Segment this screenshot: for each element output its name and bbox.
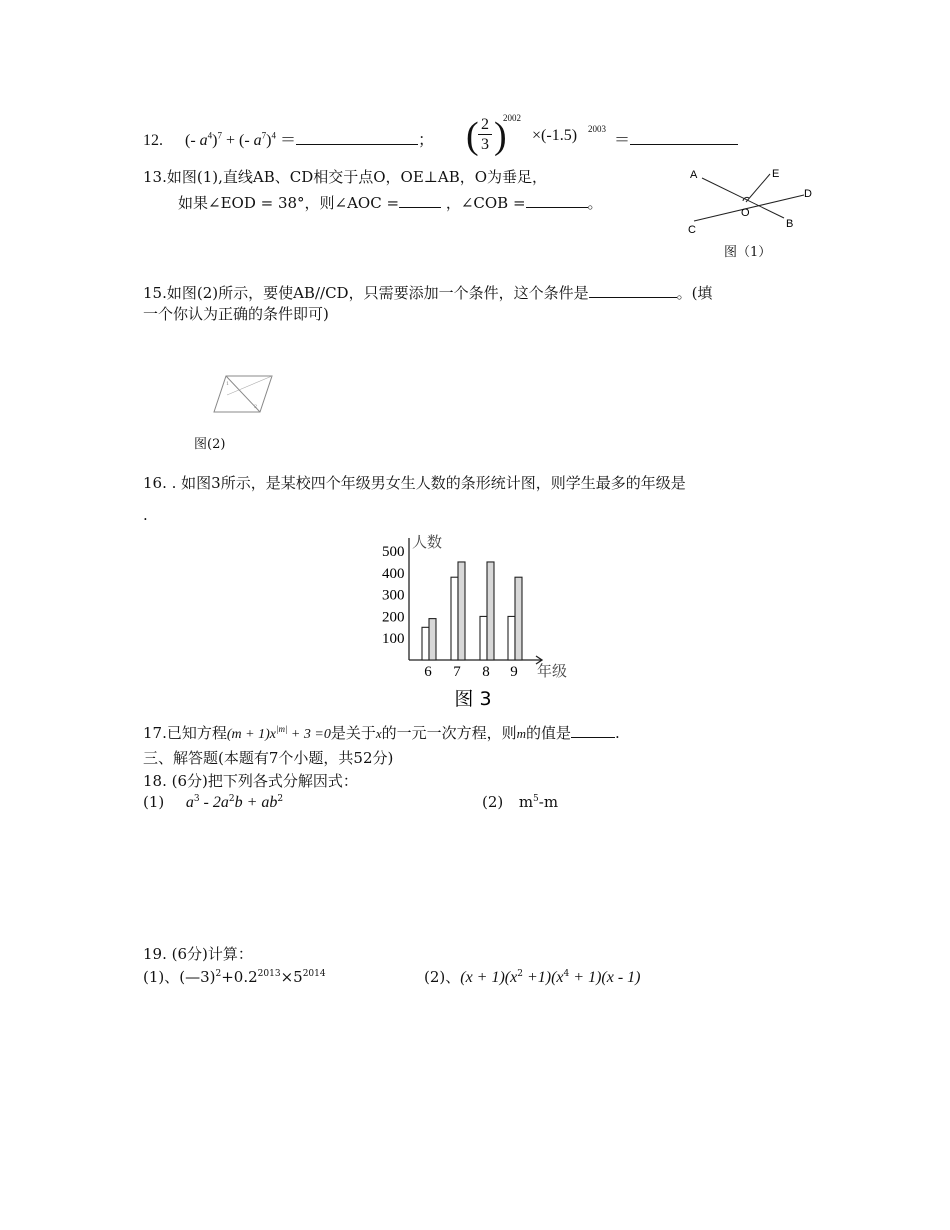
q12-number: 12. xyxy=(143,132,163,149)
q13-line-2: 如果∠EOD = 38°，则∠AOC = ，∠COB = 。 xyxy=(178,194,603,212)
bar-grade-8-boys xyxy=(480,616,487,660)
q13-blank-aoc[interactable] xyxy=(399,193,441,208)
figure-3-bar-chart xyxy=(370,528,590,718)
section-3-heading: 三、解答题(本题有7个小题，共52分) xyxy=(143,749,394,767)
label-b: B xyxy=(786,218,794,230)
y-tick-label-500: 500 xyxy=(382,544,405,561)
figure-2-caption: 图(2) xyxy=(194,437,226,452)
label-d: D xyxy=(804,188,812,200)
x-tick-label-6: 6 xyxy=(424,664,432,680)
bar-grade-6-boys xyxy=(422,627,429,660)
y-tick-label-400: 400 xyxy=(382,565,405,582)
q19-part-2: (2)、$(x + 1)(x^2 +1)(x^4 + 1)(x - 1)$ xyxy=(424,968,641,986)
q12-exp-2003: 2003 xyxy=(588,124,606,134)
q16-line-1: 16. . 如图3所示，是某校四个年级男女生人数的条形统计图，则学生最多的年级是 xyxy=(143,474,686,492)
diagonal-2 xyxy=(227,376,272,395)
bar-grade-7-boys xyxy=(451,577,458,660)
q12-answer-blank-2[interactable] xyxy=(630,130,738,145)
x-tick-label-8: 8 xyxy=(482,664,490,680)
q15-answer-blank[interactable] xyxy=(589,283,677,298)
y-tick-label-200: 200 xyxy=(382,609,405,626)
q19-part-1: (1)、$(—3)^2+0.2^{2013}\times 5^{2014}$ xyxy=(143,968,326,986)
ray-oe xyxy=(746,174,770,202)
q17-answer-blank[interactable] xyxy=(571,723,615,738)
q16-line-2: . xyxy=(143,506,148,524)
bar-grade-9-girls xyxy=(515,577,522,660)
bar-grade-6-girls xyxy=(429,619,436,660)
q12-line: 12. (- $a^4)^7$ + (- $a^7)^4$ ＝ ； xyxy=(143,130,435,149)
q19-title: 19. (6分)计算： xyxy=(143,945,253,963)
label-e: E xyxy=(772,168,780,180)
bar-grade-9-boys xyxy=(508,616,515,660)
q18-part-1: (1) $a^3 - 2a^2b + ab^2$ xyxy=(143,793,284,811)
svg-text:2: 2 xyxy=(254,404,258,410)
q12-answer-blank-1[interactable] xyxy=(296,130,418,145)
label-a: A xyxy=(690,169,698,181)
label-o: O xyxy=(741,207,750,219)
y-tick-label-100: 100 xyxy=(382,631,405,648)
q13-blank-cob[interactable] xyxy=(526,193,588,208)
q15-line-1: 15.如图(2)所示，要使AB//CD，只需要添加一个条件，这个条件是 。(填 xyxy=(143,284,713,302)
x-tick-label-7: 7 xyxy=(453,664,461,680)
figure-1-intersecting-lines xyxy=(686,164,816,239)
q18-part-2: (2) $m^5-m$ xyxy=(482,793,559,811)
q12-second-expression: ×(-1.5) xyxy=(532,127,578,144)
y-tick-label-300: 300 xyxy=(382,587,405,604)
x-tick-label-9: 9 xyxy=(510,664,518,680)
figure-1-caption: 图（1） xyxy=(724,245,772,260)
bar-grade-8-girls xyxy=(487,562,494,660)
q18-title: 18. (6分)把下列各式分解因式： xyxy=(143,772,358,790)
x-axis-label: 年级 xyxy=(537,662,568,680)
q12-fraction: 2 3 xyxy=(478,116,492,155)
svg-text:1: 1 xyxy=(226,381,230,387)
y-axis-label: 人数 xyxy=(412,533,443,551)
figure-2-parallelogram xyxy=(210,372,278,418)
q17-line: 17.已知方程$(m + 1)x^{|m|} + 3 =0$是关于x的一元一次方程，则m的值是 . xyxy=(143,724,620,742)
bar-grade-7-girls xyxy=(458,562,465,660)
chart-title: 图 3 xyxy=(454,688,492,710)
q15-line-2: 一个你认为正确的条件即可) xyxy=(143,305,329,323)
q12-exp-2002: 2002 xyxy=(503,113,521,123)
q13-line-1: 13.如图(1),直线AB、CD相交于点O，OE⊥AB，O为垂足， xyxy=(143,168,548,186)
label-c: C xyxy=(688,224,696,236)
q12-fraction-expression: ( xyxy=(466,115,479,157)
